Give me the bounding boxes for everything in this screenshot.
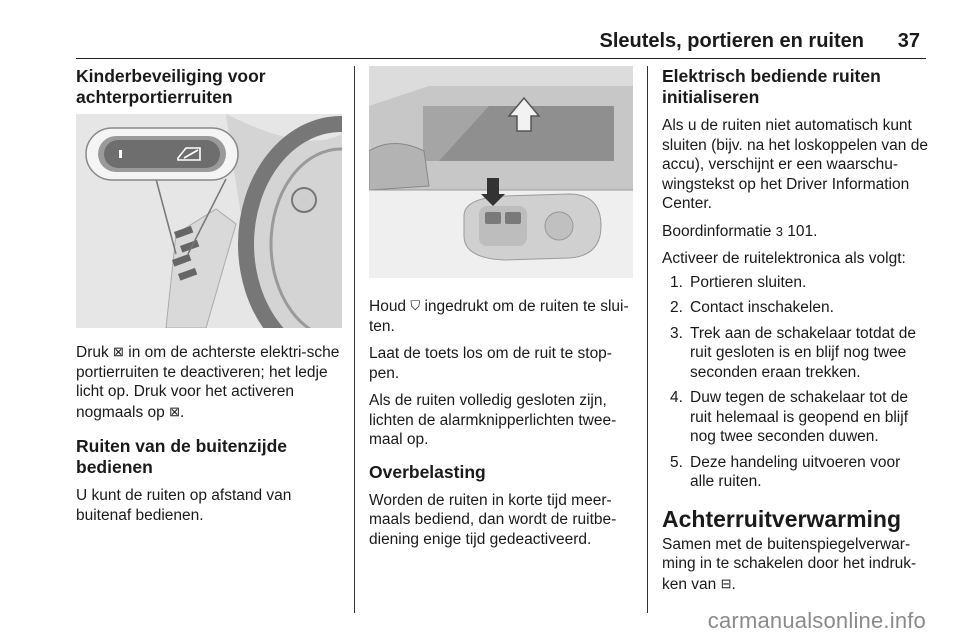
column-divider-1	[354, 66, 355, 613]
page-number: 37	[897, 30, 920, 52]
initialise-intro-text: Als u de ruiten niet automatisch kunt sluiten (bijv. na het loskoppelen van de accu), verschijnt er een waarschu-wingstekst op het Driver Information Center.	[662, 117, 928, 212]
column-2	[369, 66, 633, 557]
info-reference: Boordinformatie 3 101.	[662, 222, 818, 240]
child-lock-instruction: Druk ⊠ in om de achterste elektri-sche portierruiten te deactiveren; het ledje licht op. Druk voor het activeren nogmaals op ⊠.	[76, 344, 340, 421]
hold-to-close-text: Houd ⛉ ingedrukt om de ruiten te slui-ten.	[369, 298, 629, 335]
child-lock-window-icon: ⊠	[113, 344, 124, 359]
list-item: 3. Trek aan de schakelaar totdat de ruit gesloten is en blijf nog twee seconden eraan trekken.	[670, 324, 917, 381]
rear-window-heating-icon: ⊟	[720, 575, 732, 591]
list-item: 2. Contact inschakelen.	[670, 299, 834, 316]
column-1	[76, 66, 342, 533]
remote-operation-text: U kunt de ruiten op afstand van buitenaf bedienen.	[76, 487, 292, 524]
window-remote-illustration	[369, 66, 633, 278]
list-item: 5. Deze handeling uitvoeren voor alle ruiten.	[670, 453, 901, 490]
overload-text: Worden de ruiten in korte tijd meer-maals bediend, dan wordt de ruitbe-diening enige tijd gedeactiveerd.	[369, 491, 617, 548]
activate-instructions: Activeer de ruitelektronica als volgt:	[662, 250, 906, 267]
watermark: carmanualsonline.info	[707, 608, 926, 633]
arrow-reference-icon: 3	[775, 223, 783, 239]
section-heading-child-lock: Kinderbeveiliging voor achterportierruiten	[76, 66, 266, 107]
steps-list	[662, 273, 928, 492]
lock-key-icon: ⛉	[410, 298, 421, 313]
section-heading-remote: Ruiten van de buitenzijde bedienen	[76, 436, 287, 477]
door-switch-illustration	[76, 114, 342, 328]
section-heading-initialise: Elektrisch bediende ruiten initialiseren	[662, 66, 881, 107]
list-item: 1. Portieren sluiten.	[670, 273, 807, 291]
remote-key-figure	[369, 66, 633, 278]
door-switch-figure	[76, 114, 342, 328]
running-title: Sleutels, portieren en ruiten	[599, 30, 864, 52]
column-divider-2	[647, 66, 648, 613]
section-heading-overload: Overbelasting	[369, 461, 486, 482]
child-lock-window-icon-2: ⊠	[169, 403, 180, 419]
header-rule	[76, 58, 926, 59]
hazard-flash-text: Als de ruiten volledig gesloten zijn, lichten de alarmknipperlichten twee-maal op.	[369, 392, 617, 448]
rear-defrost-text: Samen met de buitenspiegelverwar-ming in te schakelen door het indruk-ken van ⊟.	[662, 535, 917, 593]
release-key-text: Laat de toets los om de ruit te stop-pen.	[369, 345, 612, 382]
section-heading-rear-defrost: Achterruitverwarming	[662, 505, 902, 532]
page-header	[76, 30, 924, 56]
list-item: 4. Duw tegen de schakelaar tot de ruit helemaal is geopend en blijf nog twee seconden duwen.	[670, 389, 908, 445]
column-3	[662, 66, 928, 602]
